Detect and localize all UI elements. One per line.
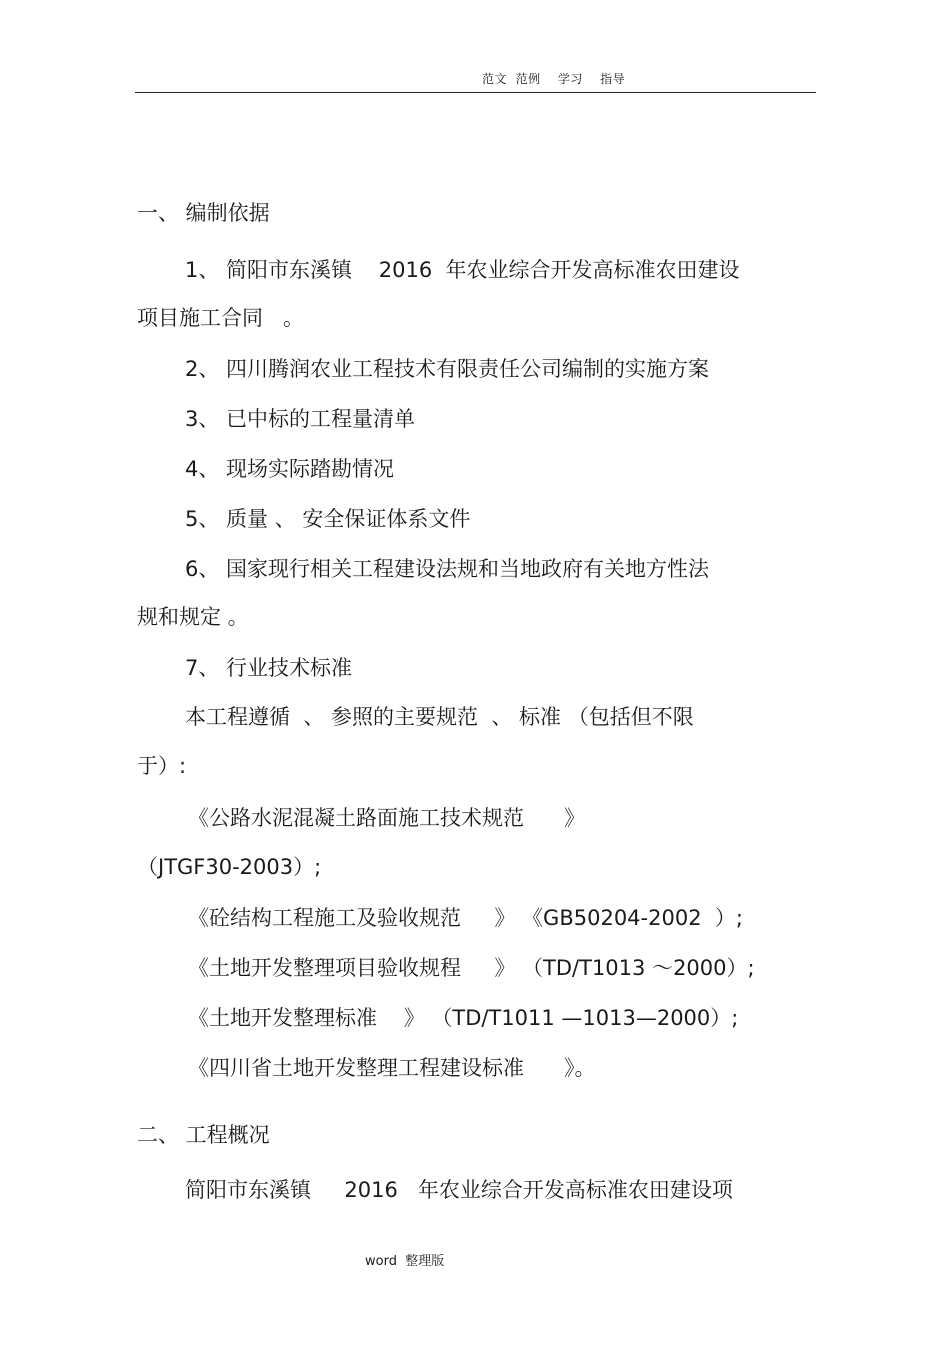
- standard-item-1-code: （JTGF30-2003）;: [137, 855, 322, 879]
- list-item-1-cont: 项目施工合同 。: [137, 306, 305, 330]
- list-item-6: 6、 国家现行相关工程建设法规和当地政府有关地方性法: [185, 557, 710, 581]
- paragraph-standards-cont: 于）:: [137, 754, 187, 778]
- section-heading-basis: 一、 编制依据: [137, 201, 270, 225]
- header-rule: [135, 92, 816, 93]
- standard-item-4: 《土地开发整理标准 》 （TD/T1011 —1013—2000）;: [188, 1006, 739, 1030]
- list-item-2: 2、 四川腾润农业工程技术有限责任公司编制的实施方案: [185, 357, 710, 381]
- overview-paragraph: 简阳市东溪镇 2016 年农业综合开发高标准农田建设项: [185, 1178, 733, 1202]
- standard-item-3: 《土地开发整理项目验收规程 》 （TD/T1013 ～2000）;: [188, 956, 755, 980]
- standard-item-1: 《公路水泥混凝土路面施工技术规范 》: [188, 806, 586, 830]
- standard-item-5: 《四川省土地开发整理工程建设标准 》。: [188, 1056, 596, 1080]
- paragraph-standards: 本工程遵循 、 参照的主要规范 、 标准 （包括但不限: [185, 705, 694, 729]
- list-item-3: 3、 已中标的工程量清单: [185, 407, 416, 431]
- section-heading-overview: 二、 工程概况: [137, 1123, 270, 1147]
- list-item-4: 4、 现场实际踏勘情况: [185, 457, 395, 481]
- page-footer-text: word 整理版: [365, 1254, 445, 1269]
- page-header-text: 范文 范例 学习 指导: [482, 72, 626, 86]
- list-item-6-cont: 规和规定 。: [137, 605, 249, 629]
- list-item-7: 7、 行业技术标准: [185, 656, 353, 680]
- list-item-1: 1、 简阳市东溪镇 2016 年农业综合开发高标准农田建设: [185, 258, 740, 282]
- list-item-5: 5、 质量 、 安全保证体系文件: [185, 507, 471, 531]
- standard-item-2: 《砼结构工程施工及验收规范 》 《GB50204-2002 ）;: [188, 906, 743, 930]
